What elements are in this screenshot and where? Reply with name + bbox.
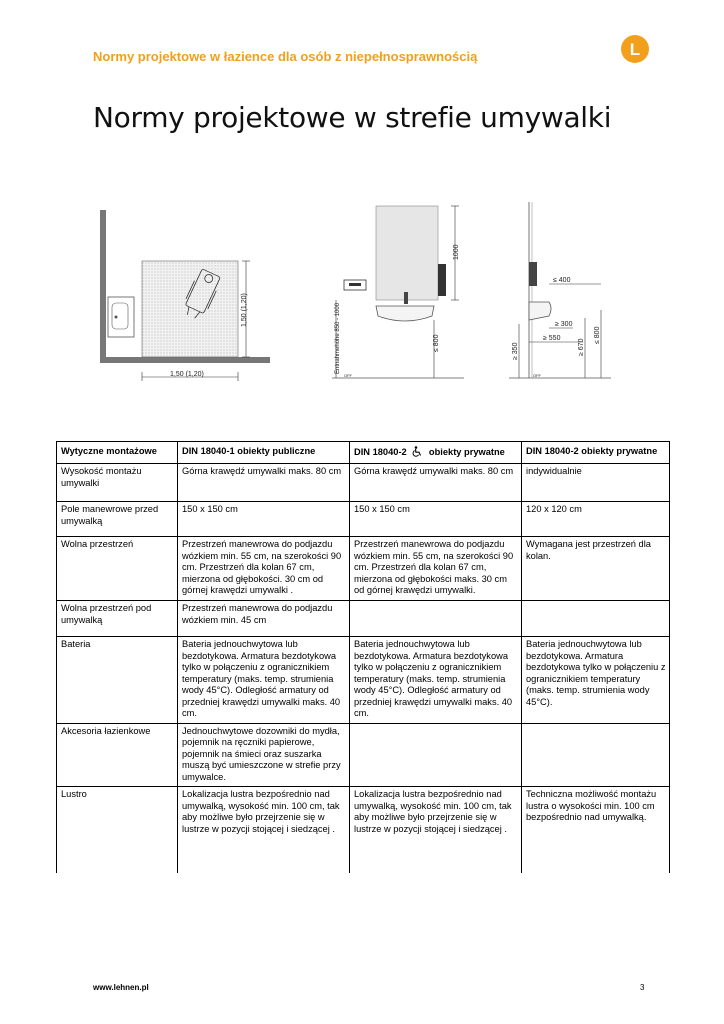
table-cell: Bateria jednouchwytowa lub bezdotykowa. Armatura bezdotykowa tylko w połączeniu z ogranicznikiem temperatury (maks. temp. strumienia wody 45°C). Odległość armatury od przedniej krawędzi umywalki maks. 40 cm. <box>178 637 350 724</box>
soap-dispenser-front <box>438 264 446 296</box>
table-cell: Lokalizacja lustra bezpośrednio nad umywalką, wysokość min. 100 cm, tak aby możliwe było przejrzenie się w lustrze w pozycji stojącej i siedzącej . <box>178 787 350 873</box>
table-row <box>57 464 670 502</box>
table-cell: 120 x 120 cm <box>522 502 670 537</box>
table-cell: Bateria jednouchwytowa lub bezdotykowa. Armatura bezdotykowa tylko w połączeniu z ogranicznikiem temperatury (maks. temp. strumienia wody 45°C). Odległość armatury od przedniej krawędzi umywalki maks. 40 cm. <box>350 637 522 724</box>
row-label: Lustro <box>57 787 178 873</box>
table-row <box>57 723 670 787</box>
plan-view-drawing <box>100 205 275 385</box>
front-elevation-drawing <box>328 202 468 384</box>
footer-url: www.lehnen.pl <box>93 983 149 992</box>
table-cell: Przestrzeń manewrowa do podjazdu wózkiem min. 55 cm, na szerokości 90 cm. Przestrzeń dla kolan 67 cm, mierzona od głębokości. 30 cm od górnej krawędzi umywalki . <box>178 537 350 601</box>
header-din-18040-1-public: DIN 18040-1 obiekty publiczne <box>178 442 350 464</box>
header-guidelines: Wytyczne montażowe <box>57 442 178 464</box>
header-din-18040-2-private-wheelchair <box>350 442 522 464</box>
side-floor-label: OFF <box>533 373 541 378</box>
table-cell: Bateria jednouchwytowa lub bezdotykowa. Armatura bezdotykowa tylko w połączeniu z ogranicznikiem temperatury (maks. temp. strumienia wody 45°C). <box>522 637 670 724</box>
side-dim-300: ≥ 300 <box>555 321 573 328</box>
table-cell: 150 x 150 cm <box>178 502 350 537</box>
table-cell <box>350 601 522 637</box>
side-elevation-drawing <box>505 198 615 384</box>
table-cell: Jednouchwytowe dozowniki do mydła, pojemnik na ręczniki papierowe, pojemnik na śmieci oraz suszarka muszą być umieszczone w strefie przy umywalce. <box>178 723 350 787</box>
side-dim-670: ≥ 670 <box>578 338 585 356</box>
plan-dim-vertical: 1,50 (1,20) <box>241 293 248 327</box>
table-cell: Lokalizacja lustra bezpośrednio nad umywalką, wysokość min. 100 cm, tak aby możliwe było przejrzenie się w lustrze w pozycji stojącej i siedzącej . <box>350 787 522 873</box>
table-cell: Techniczna możliwość montażu lustra o wysokości min. 100 cm bezpośrednio nad umywalką. <box>522 787 670 873</box>
table-cell: indywidualnie <box>522 464 670 502</box>
table-cell: Przestrzeń manewrowa do podjazdu wózkiem min. 55 cm, na szerokości 90 cm. Przestrzeń dla kolan 67 cm, mierzona od głębokości maks. 30 cm od górnej krawędzi umywalki. <box>350 537 522 601</box>
page-title: Normy projektowe w strefie umywalki <box>93 101 612 134</box>
wheelchair-icon <box>412 446 423 457</box>
row-label: Wolna przestrzeń pod umywalką <box>57 601 178 637</box>
table-row <box>57 637 670 724</box>
table-cell <box>350 723 522 787</box>
table-row <box>57 787 670 873</box>
row-label: Akcesoria łazienkowe <box>57 723 178 787</box>
table-cell: Wymagana jest przestrzeń dla kolan. <box>522 537 670 601</box>
table-cell <box>522 601 670 637</box>
front-floor-label: OFF <box>344 373 352 378</box>
lehnen-logo-icon <box>620 34 650 64</box>
side-dim-550: ≥ 550 <box>543 335 561 342</box>
installation-guidelines-table <box>56 441 670 873</box>
front-dim-bottom: ≤ 800 <box>433 334 440 352</box>
row-label: Pole manewrowe przed umywalką <box>57 502 178 537</box>
document-header-title: Normy projektowe w łazience dla osób z niepełnosprawnością <box>93 49 478 64</box>
row-label: Wolna przestrzeń <box>57 537 178 601</box>
table-cell: Górna krawędź umywalki maks. 80 cm <box>178 464 350 502</box>
table-row <box>57 537 670 601</box>
washbasin-front <box>376 306 434 321</box>
page-number: 3 <box>640 983 645 992</box>
side-dim-350: ≥ 350 <box>512 342 519 360</box>
front-dim-side: Entnahmehöhe 850 - 1000 <box>335 302 341 374</box>
table-cell: Przestrzeń manewrowa do podjazdu wózkiem min. 45 cm <box>178 601 350 637</box>
row-label: Bateria <box>57 637 178 724</box>
mirror-front <box>376 206 438 300</box>
side-dim-800: ≤ 800 <box>594 326 601 344</box>
header-col3-suffix: obiekty prywatne <box>428 446 505 457</box>
table-row <box>57 601 670 637</box>
table-cell: Górna krawędź umywalki maks. 80 cm <box>350 464 522 502</box>
plan-dim-horizontal: 1,50 (1,20) <box>170 371 204 378</box>
table-cell <box>522 723 670 787</box>
table-row <box>57 502 670 537</box>
row-label: Wysokość montażu umywalki <box>57 464 178 502</box>
side-dim-400: ≤ 400 <box>553 277 571 284</box>
table-cell: 150 x 150 cm <box>350 502 522 537</box>
logo-letter: L <box>629 40 641 59</box>
table-header-row <box>57 442 670 464</box>
header-din-18040-2-private: DIN 18040-2 obiekty prywatne <box>522 442 670 464</box>
header-col3-prefix: DIN 18040-2 <box>354 446 407 457</box>
washbasin-side <box>529 302 551 320</box>
front-dim-top: 1000 <box>453 244 460 260</box>
